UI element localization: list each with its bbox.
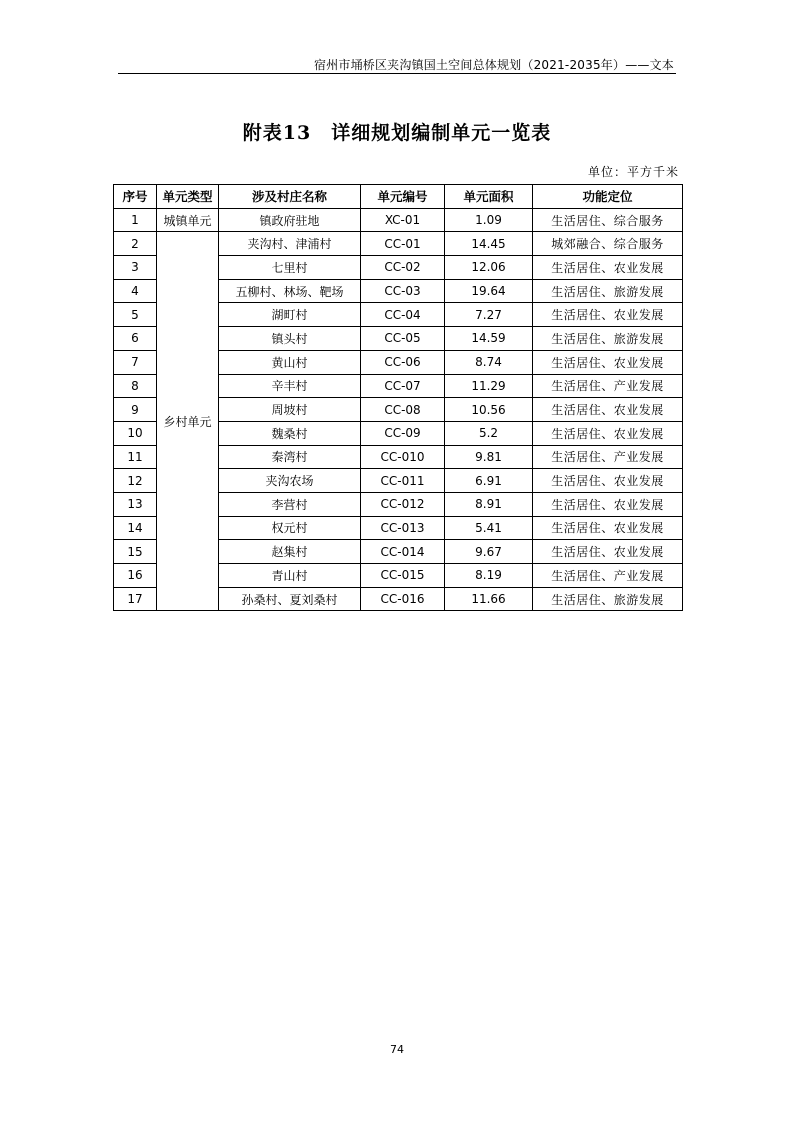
cell-seq: 10 — [114, 421, 157, 445]
cell-unit-area: 9.67 — [445, 540, 533, 564]
cell-seq: 12 — [114, 469, 157, 493]
cell-unit-code: CC-08 — [361, 398, 445, 422]
cell-unit-area: 9.81 — [445, 445, 533, 469]
cell-function: 生活居住、产业发展 — [533, 564, 683, 588]
cell-unit-code: CC-05 — [361, 327, 445, 351]
cell-function: 生活居住、综合服务 — [533, 208, 683, 232]
cell-unit-area: 8.74 — [445, 350, 533, 374]
cell-seq: 14 — [114, 516, 157, 540]
cell-unit-code: CC-07 — [361, 374, 445, 398]
cell-village: 周坡村 — [219, 398, 361, 422]
col-header-unit-type: 单元类型 — [157, 185, 219, 209]
unit-note: 单位：平方千米 — [587, 165, 679, 179]
cell-function: 生活居住、旅游发展 — [533, 279, 683, 303]
cell-unit-code: CC-06 — [361, 350, 445, 374]
cell-function: 城郊融合、综合服务 — [533, 232, 683, 256]
page-number: 74 — [390, 1043, 404, 1056]
cell-village: 权元村 — [219, 516, 361, 540]
col-header-unit-code: 单元编号 — [361, 185, 445, 209]
cell-function: 生活居住、旅游发展 — [533, 327, 683, 351]
cell-seq: 6 — [114, 327, 157, 351]
cell-village: 黄山村 — [219, 350, 361, 374]
cell-village: 秦湾村 — [219, 445, 361, 469]
cell-unit-code: XC-01 — [361, 208, 445, 232]
cell-seq: 13 — [114, 492, 157, 516]
cell-unit-area: 19.64 — [445, 279, 533, 303]
col-header-village: 涉及村庄名称 — [219, 185, 361, 209]
planning-units-table — [113, 184, 683, 611]
cell-function: 生活居住、农业发展 — [533, 421, 683, 445]
cell-village: 湖町村 — [219, 303, 361, 327]
cell-seq: 7 — [114, 350, 157, 374]
cell-village: 孙桑村、夏刘桑村 — [219, 587, 361, 611]
cell-function: 生活居住、产业发展 — [533, 445, 683, 469]
col-header-function: 功能定位 — [533, 185, 683, 209]
cell-unit-area: 12.06 — [445, 256, 533, 280]
cell-unit-area: 8.19 — [445, 564, 533, 588]
cell-unit-code: CC-02 — [361, 256, 445, 280]
cell-function: 生活居住、农业发展 — [533, 540, 683, 564]
cell-function: 生活居住、农业发展 — [533, 469, 683, 493]
cell-unit-area: 5.2 — [445, 421, 533, 445]
cell-function: 生活居住、农业发展 — [533, 398, 683, 422]
cell-village: 七里村 — [219, 256, 361, 280]
cell-village: 魏桑村 — [219, 421, 361, 445]
cell-village: 镇头村 — [219, 327, 361, 351]
cell-unit-type: 城镇单元 — [157, 208, 219, 232]
cell-unit-area: 14.45 — [445, 232, 533, 256]
cell-unit-code: CC-01 — [361, 232, 445, 256]
cell-function: 生活居住、农业发展 — [533, 516, 683, 540]
cell-function: 生活居住、产业发展 — [533, 374, 683, 398]
cell-unit-area: 11.66 — [445, 587, 533, 611]
col-header-unit-area: 单元面积 — [445, 185, 533, 209]
cell-unit-area: 8.91 — [445, 492, 533, 516]
cell-seq: 11 — [114, 445, 157, 469]
cell-seq: 8 — [114, 374, 157, 398]
cell-function: 生活居住、农业发展 — [533, 303, 683, 327]
cell-village: 青山村 — [219, 564, 361, 588]
cell-seq: 2 — [114, 232, 157, 256]
cell-function: 生活居住、旅游发展 — [533, 587, 683, 611]
table-title: 附表13 详细规划编制单元一览表 — [242, 122, 552, 144]
cell-unit-code: CC-016 — [361, 587, 445, 611]
cell-unit-type: 乡村单元 — [157, 232, 219, 611]
cell-unit-area: 6.91 — [445, 469, 533, 493]
cell-unit-code: CC-011 — [361, 469, 445, 493]
cell-unit-area: 7.27 — [445, 303, 533, 327]
cell-village: 五柳村、林场、靶场 — [219, 279, 361, 303]
cell-unit-code: CC-04 — [361, 303, 445, 327]
cell-unit-area: 1.09 — [445, 208, 533, 232]
table-row — [114, 232, 683, 256]
cell-function: 生活居住、农业发展 — [533, 350, 683, 374]
cell-function: 生活居住、农业发展 — [533, 256, 683, 280]
cell-village: 辛丰村 — [219, 374, 361, 398]
cell-seq: 17 — [114, 587, 157, 611]
cell-unit-area: 10.56 — [445, 398, 533, 422]
cell-unit-code: CC-010 — [361, 445, 445, 469]
cell-seq: 4 — [114, 279, 157, 303]
cell-unit-code: CC-015 — [361, 564, 445, 588]
cell-unit-code: CC-09 — [361, 421, 445, 445]
cell-village: 夹沟村、津浦村 — [219, 232, 361, 256]
cell-unit-area: 14.59 — [445, 327, 533, 351]
cell-seq: 3 — [114, 256, 157, 280]
cell-unit-area: 5.41 — [445, 516, 533, 540]
cell-unit-code: CC-012 — [361, 492, 445, 516]
cell-village: 赵集村 — [219, 540, 361, 564]
cell-village: 李营村 — [219, 492, 361, 516]
cell-seq: 9 — [114, 398, 157, 422]
cell-village: 镇政府驻地 — [219, 208, 361, 232]
cell-function: 生活居住、农业发展 — [533, 492, 683, 516]
cell-unit-code: CC-03 — [361, 279, 445, 303]
running-header: 宿州市埇桥区夹沟镇国土空间总体规划（2021-2035年）——文本 — [313, 58, 674, 72]
header-rule — [118, 73, 676, 74]
cell-seq: 15 — [114, 540, 157, 564]
cell-seq: 1 — [114, 208, 157, 232]
cell-unit-area: 11.29 — [445, 374, 533, 398]
table-row — [114, 208, 683, 232]
cell-unit-code: CC-014 — [361, 540, 445, 564]
cell-unit-code: CC-013 — [361, 516, 445, 540]
col-header-seq: 序号 — [114, 185, 157, 209]
table-header-row — [114, 185, 683, 209]
cell-seq: 16 — [114, 564, 157, 588]
cell-seq: 5 — [114, 303, 157, 327]
cell-village: 夹沟农场 — [219, 469, 361, 493]
